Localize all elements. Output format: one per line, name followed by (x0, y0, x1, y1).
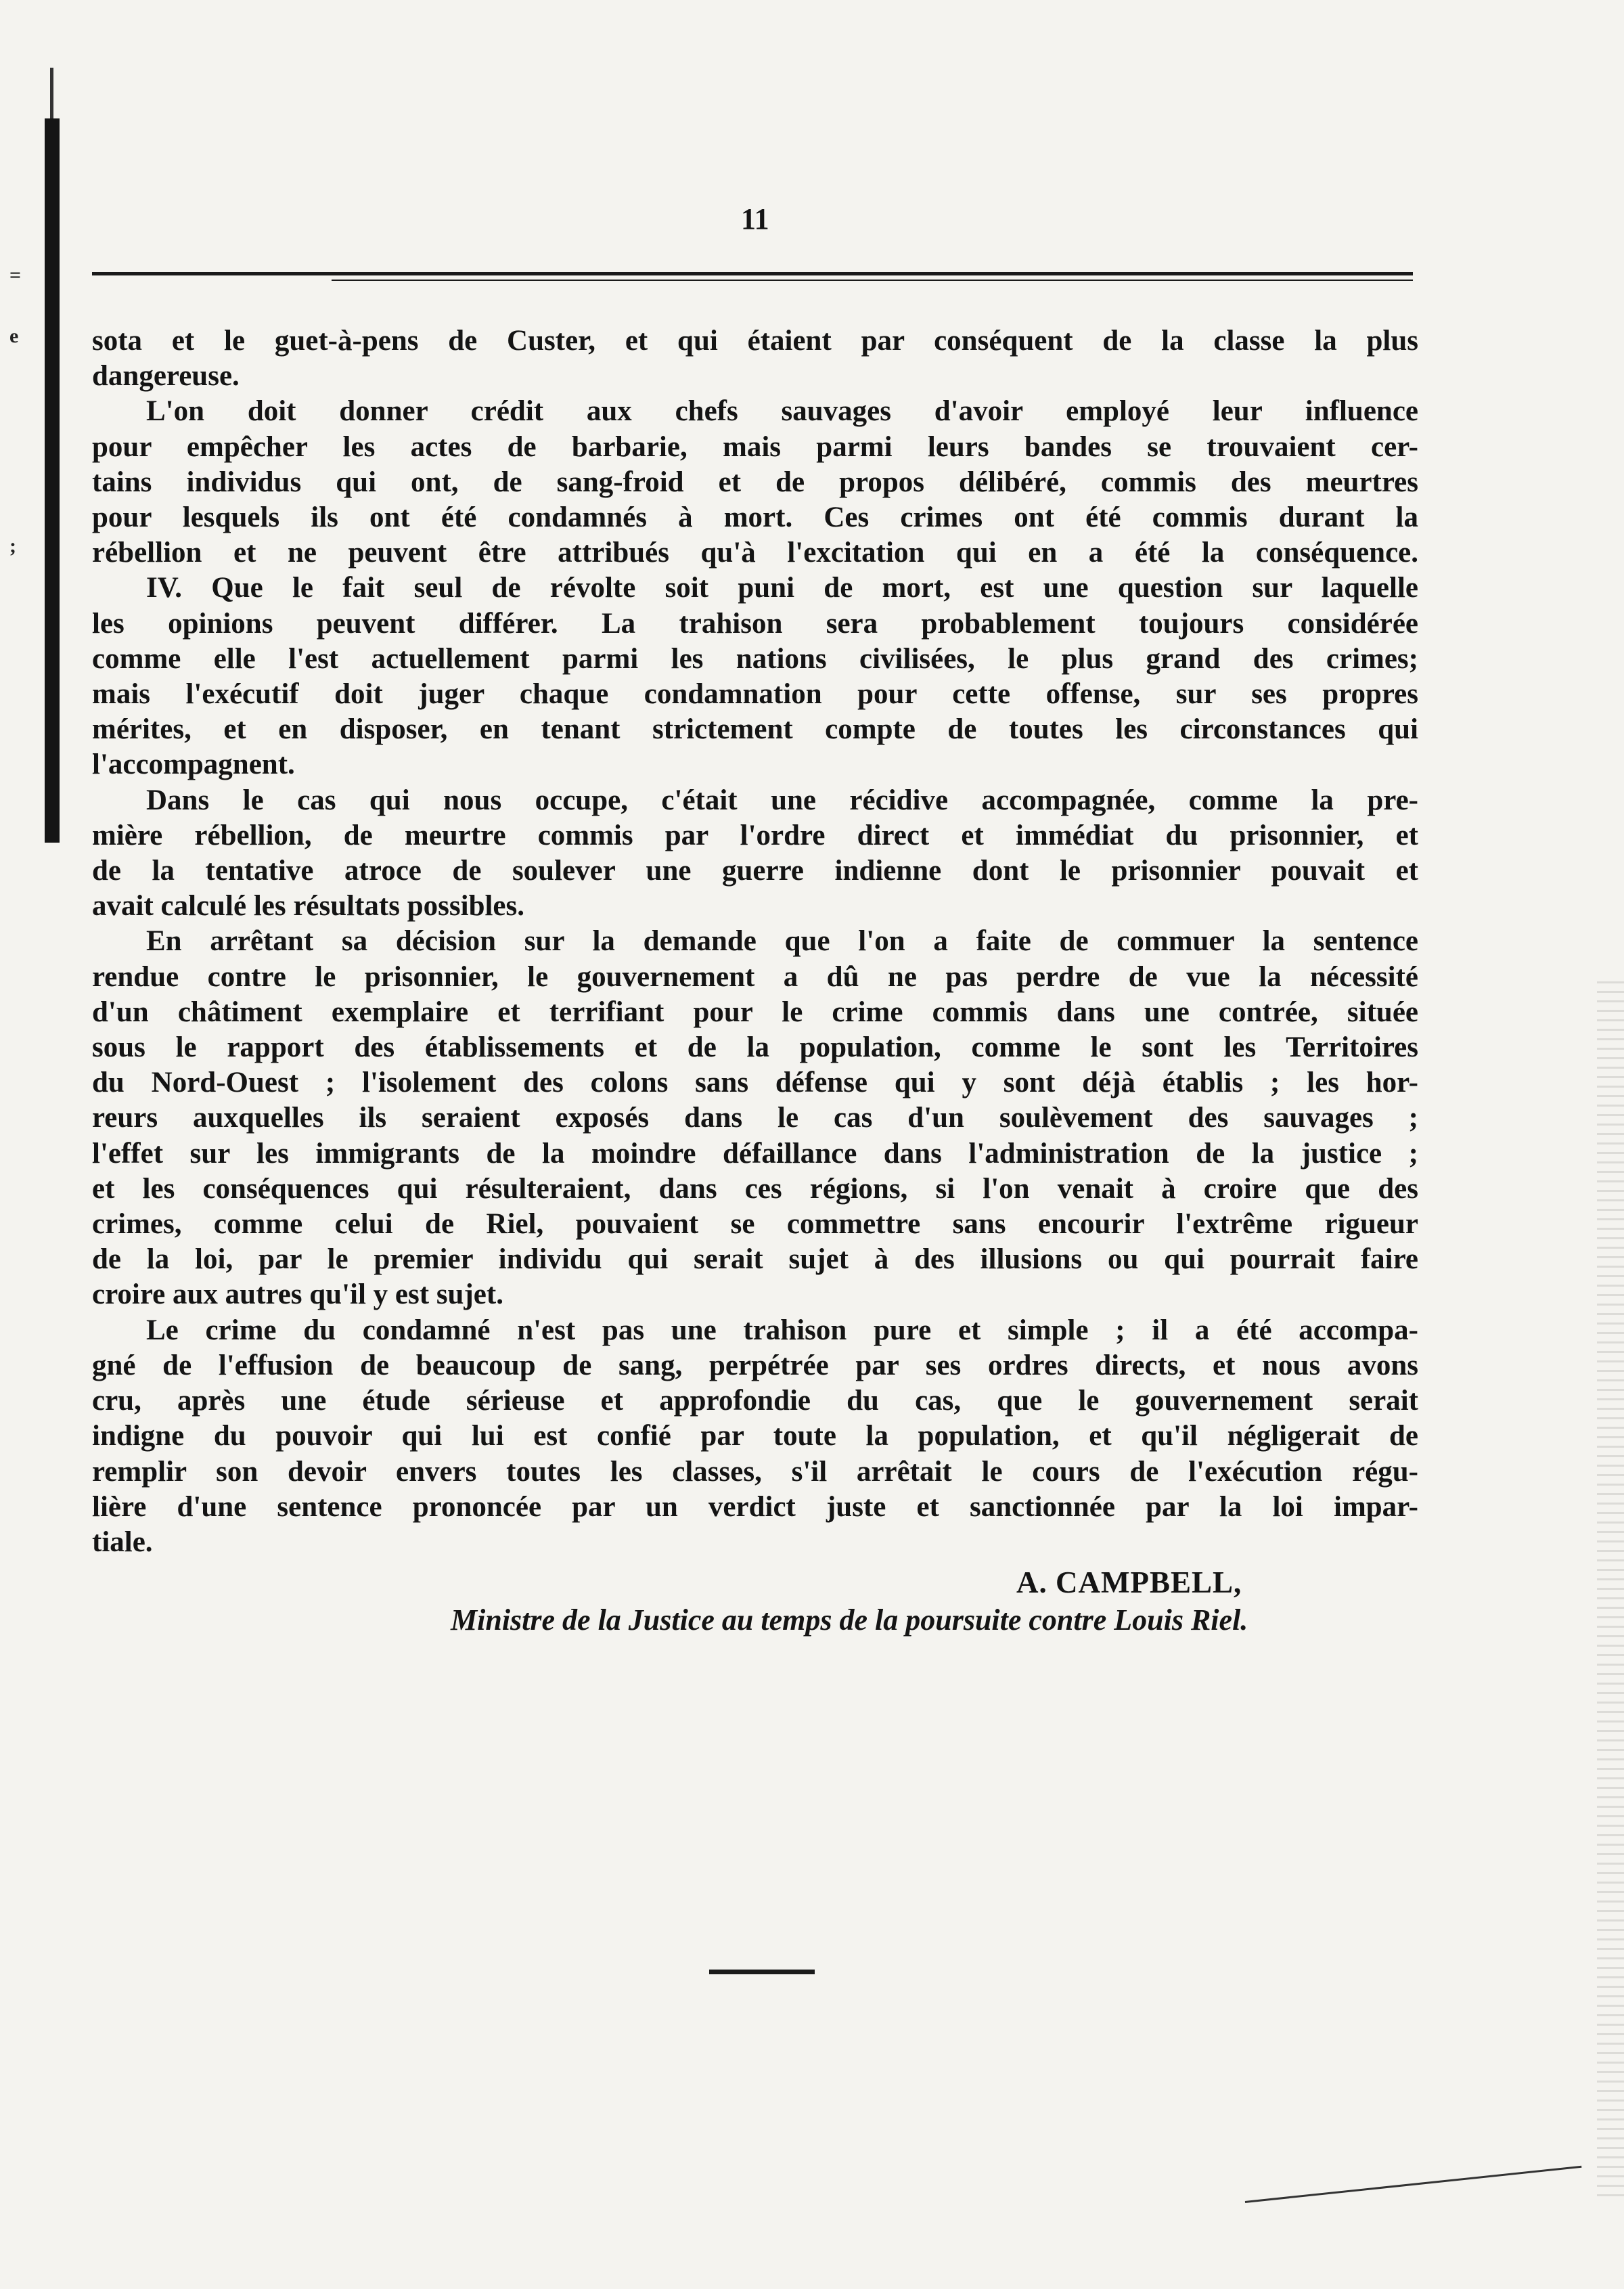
text-line: Le crime du condamné n'est pas une trahison pure et simple ; il a été accompa- (146, 1314, 1418, 1346)
text-line: d'un châtiment exemplaire et terrifiant pour le crime commis dans une contrée, située (92, 996, 1418, 1028)
text-line: rendue contre le prisonnier, le gouvernement a dû ne pas perdre de vue la nécessité (92, 960, 1418, 993)
text-line: mière rébellion, de meurtre commis par l'ordre direct et immédiat du prisonnier, et (92, 819, 1418, 851)
text-line: indigne du pouvoir qui lui est confié par toute la population, et qu'il négligerait de (92, 1420, 1418, 1452)
signature-title: Ministre de la Justice au temps de la poursuite contre Louis Riel. (451, 1603, 1248, 1637)
text-line: sota et le guet-à-pens de Custer, et qui étaient par conséquent de la classe la plus (92, 325, 1418, 357)
signature-name: A. CAMPBELL, (1016, 1565, 1242, 1599)
text-line: du Nord-Ouest ; l'isolement des colons sans défense qui y sont déjà établis ; les hor- (92, 1067, 1418, 1099)
header-rule (92, 272, 1413, 275)
text-line: En arrêtant sa décision sur la demande que l'on a faite de commuer la sentence (146, 925, 1418, 958)
text-line: et les conséquences qui résulteraient, dans ces régions, si l'on venait à croire que des (92, 1172, 1418, 1205)
text-line: mais l'exécutif doit juger chaque condamnation pour cette offense, sur ses propres (92, 678, 1418, 711)
text-line: tains individus qui ont, de sang-froid et de propos délibéré, commis des meurtres (92, 466, 1418, 498)
text-line: L'on doit donner crédit aux chefs sauvages d'avoir employé leur influence (146, 395, 1418, 428)
text-line: l'accompagnent. (92, 749, 295, 781)
margin-mark-2: e (9, 325, 19, 347)
header-rule-thin (332, 280, 1413, 281)
text-line: crimes, comme celui de Riel, pouvaient se commettre sans encourir l'extrême rigueur (92, 1208, 1418, 1241)
text-line: sous le rapport des établissements et de la population, comme le sont les Territoires (92, 1031, 1418, 1064)
margin-mark-3: ; (9, 535, 16, 557)
text-line: tiale. (92, 1526, 153, 1558)
text-line: pour empêcher les actes de barbarie, mais parmi leurs bandes se trouvaient cer- (92, 430, 1418, 463)
text-line: mérites, et en disposer, en tenant strictement compte de toutes les circonstances qui (92, 713, 1418, 746)
text-line: l'effet sur les immigrants de la moindre défaillance dans l'administration de la justice ; (92, 1137, 1418, 1170)
text-line: avait calculé les résultats possibles. (92, 890, 524, 923)
page-number: 11 (741, 202, 769, 236)
text-line: gné de l'effusion de beaucoup de sang, perpétrée par ses ordres directs, et nous avons (92, 1349, 1418, 1381)
end-rule (709, 1970, 815, 1974)
margin-bar (45, 118, 60, 843)
body-text (92, 324, 1418, 1560)
scratch-mark (1245, 2166, 1582, 2203)
text-line: pour lesquels ils ont été condamnés à mort. Ces crimes ont été commis durant la (92, 502, 1418, 534)
text-line: les opinions peuvent différer. La trahison sera probablement toujours considérée (92, 607, 1418, 640)
text-line: rébellion et ne peuvent être attribués qu'à l'excitation qui en a été la conséquence. (92, 537, 1418, 569)
margin-bar-top (50, 68, 53, 122)
text-line: IV. Que le fait seul de révolte soit puni de mort, est une question sur laquelle (146, 572, 1418, 604)
text-line: cru, après une étude sérieuse et approfondie du cas, que le gouvernement serait (92, 1385, 1418, 1417)
text-line: remplir son devoir envers toutes les classes, s'il arrêtait le cours de l'exécution régu- (92, 1455, 1418, 1488)
text-line: reurs auxquelles ils seraient exposés dans le cas d'un soulèvement des sauvages ; (92, 1102, 1418, 1134)
edge-noise (1597, 981, 1624, 2200)
text-line: de la tentative atroce de soulever une guerre indienne dont le prisonnier pouvait et (92, 855, 1418, 887)
text-line: dangereuse. (92, 360, 240, 393)
text-line: croire aux autres qu'il y est sujet. (92, 1279, 503, 1311)
margin-mark-1: = (9, 264, 22, 286)
text-line: lière d'une sentence prononcée par un verdict juste et sanctionnée par la loi impar- (92, 1490, 1418, 1523)
text-line: comme elle l'est actuellement parmi les nations civilisées, le plus grand des crimes; (92, 642, 1418, 675)
text-line: de la loi, par le premier individu qui serait sujet à des illusions ou qui pourrait faire (92, 1243, 1418, 1276)
text-line: Dans le cas qui nous occupe, c'était une récidive accompagnée, comme la pre- (146, 784, 1418, 816)
